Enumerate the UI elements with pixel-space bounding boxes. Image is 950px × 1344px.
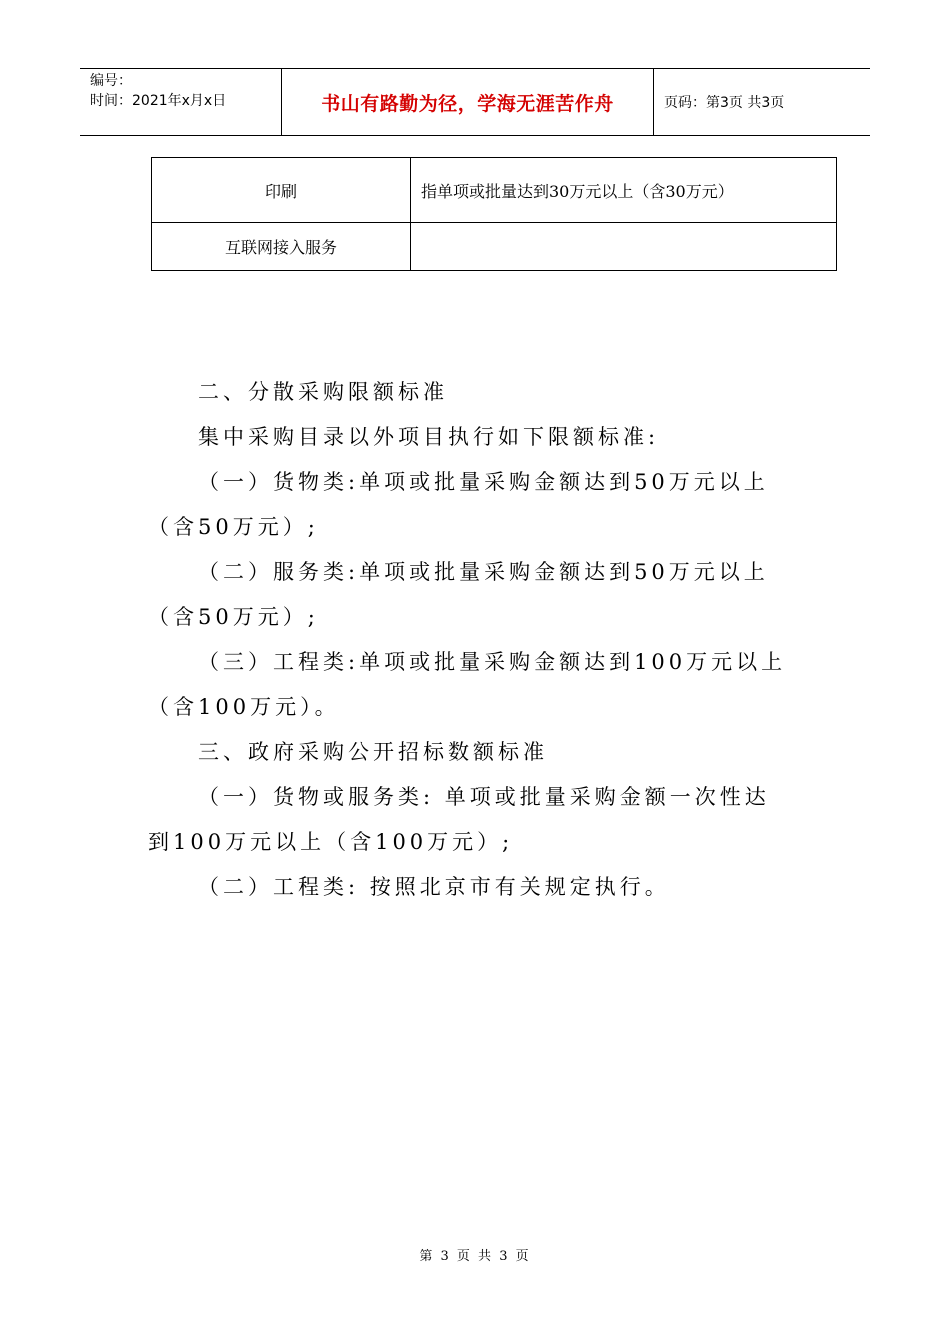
paragraph-line: （一）货物类:单项或批量采购金额达到50万元以上: [198, 470, 769, 494]
document-body: [148, 370, 810, 910]
table-cell-item: 互联网接入服务: [152, 223, 411, 271]
page-code-text: 页码：第3页 共3页: [664, 95, 785, 111]
paragraph-line: （三）工程类:单项或批量采购金额达到100万元以上: [198, 650, 787, 674]
header-page-code: [654, 69, 870, 135]
table-cell-desc: [411, 223, 837, 271]
serial-label: 编号：: [90, 73, 132, 89]
motto-text: 书山有路勤为径，学海无涯苦作舟: [321, 92, 614, 115]
paragraph-line: （一）货物或服务类: 单项或批量采购金额一次性达: [198, 785, 770, 809]
table-cell-desc: 指单项或批量达到30万元以上（含30万元）: [411, 158, 837, 223]
paragraph-line: （二）工程类: 按照北京市有关规定执行。: [198, 875, 670, 899]
paragraph-line: （含50万元）;: [148, 515, 319, 539]
page-header: [80, 68, 870, 136]
page-footer: 第 3 页 共 3 页: [419, 1249, 531, 1264]
procurement-table: [151, 157, 837, 271]
paragraph-line: （含50万元）;: [148, 605, 319, 629]
header-motto: [282, 69, 654, 135]
date-line: 时间：2021年x月x日: [90, 93, 227, 109]
header-meta: [80, 69, 282, 135]
paragraph-line: 集中采购目录以外项目执行如下限额标准:: [198, 425, 660, 449]
section-heading: 三、政府采购公开招标数额标准: [198, 740, 548, 764]
table-row: [152, 158, 837, 223]
paragraph-line: （二）服务类:单项或批量采购金额达到50万元以上: [198, 560, 769, 584]
paragraph-line: （含100万元）。: [148, 695, 340, 719]
table-cell-item: 印刷: [152, 158, 411, 223]
table-row: [152, 223, 837, 271]
section-heading: 二、分散采购限额标准: [198, 380, 448, 404]
paragraph-line: 到100万元以上（含100万元）;: [148, 830, 514, 854]
